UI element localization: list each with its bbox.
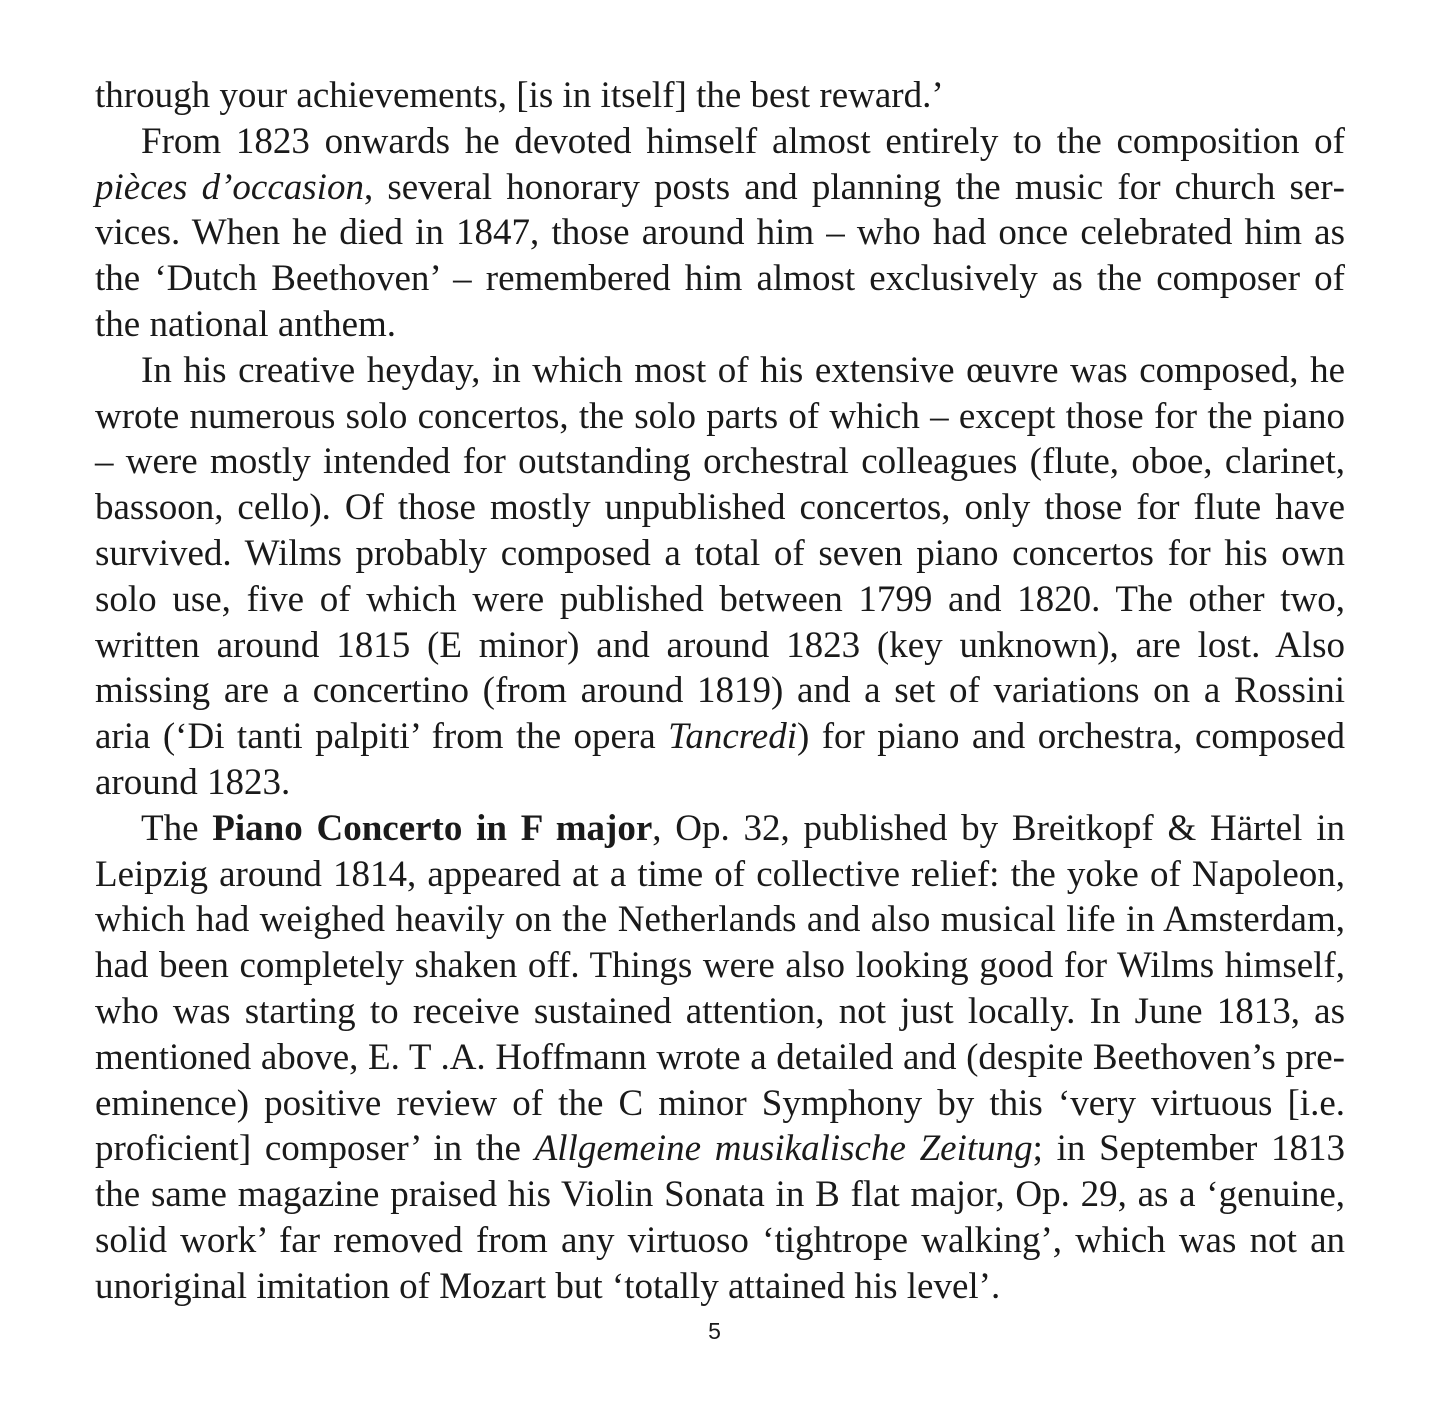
paragraph-1-segment-0: From 1823 onwards he devoted himself almost entirely to the composition of [141, 120, 1345, 162]
paragraph-3-segment-0: The [141, 807, 213, 849]
paragraph-1 [95, 119, 1345, 348]
document-body [95, 73, 1345, 1310]
paragraph-2-segment-0: In his creative heyday, in which most of his extensive œuvre was composed, he wrote numerous solo concertos, the solo parts of which – except those for the piano – were mostly intended for outstanding orchestral colleagues (flute, oboe, clarinet, bassoon, cello). Of those mostly unpublished concertos, only those for flute have survived. Wilms probably composed a total of seven piano concertos for his own solo use, five of which were published between 1799 and 1820. The other two, written around 1815 (E minor) and around 1823 (key unknown), are lost. Also missing are a concertino (from around 1819) and a set of variations on a Rossini aria (‘Di tanti palpiti’ from the opera [95, 349, 1345, 758]
paragraph-2 [95, 348, 1345, 806]
paragraph-1-segment-1: pièces d’occasion [95, 166, 364, 208]
paragraph-3 [95, 806, 1345, 1310]
paragraph-0-segment-0: through your achievements, [is in itself] the best reward.’ [95, 75, 944, 116]
paragraph-3-segment-4: ; in September 1813 the same magazine praised his Violin Sonata in B flat major, Op. 29, as a ‘genuine, solid work’ far removed from any virtuoso ‘tightrope walking’, which was not an unoriginal imitation of Mozart but ‘totally attained his level’. [95, 1128, 1345, 1307]
paragraph-2-segment-1: Tancredi [668, 716, 797, 758]
paragraph-3-segment-3: Allgemeine musikalische Zeitung [534, 1128, 1033, 1170]
paragraph-1-segment-2: , several honorary posts and planning the music for church services. When he died in 1847, those around him – who had once celebrated him as the ‘Dutch Beethoven’ – remembered him almost exclusively as the composer of the national anthem. [95, 166, 1345, 345]
paragraph-3-segment-1: Piano Concerto in F major [212, 807, 653, 849]
page-number: 5 [708, 1318, 721, 1344]
paragraph-0 [95, 73, 1345, 119]
paragraph-2-segment-2: ) for piano and orchestra, composed around 1823. [95, 716, 1345, 803]
paragraph-3-segment-2: , Op. 32, published by Breitkopf & Härtel in Leipzig around 1814, appeared at a time of collective relief: the yoke of Napoleon, which had weighed heavily on the Netherlands and also musical life in Amsterdam, had been completely shaken off. Things were also looking good for Wilms himself, who was starting to receive sustained attention, not just locally. In June 1813, as mentioned above, E. T .A. Hoffmann wrote a detailed and (despite Beethoven’s preeminence) positive review of the C minor Symphony by this ‘very virtuous [i.e. proficient] composer’ in the [95, 807, 1345, 1170]
